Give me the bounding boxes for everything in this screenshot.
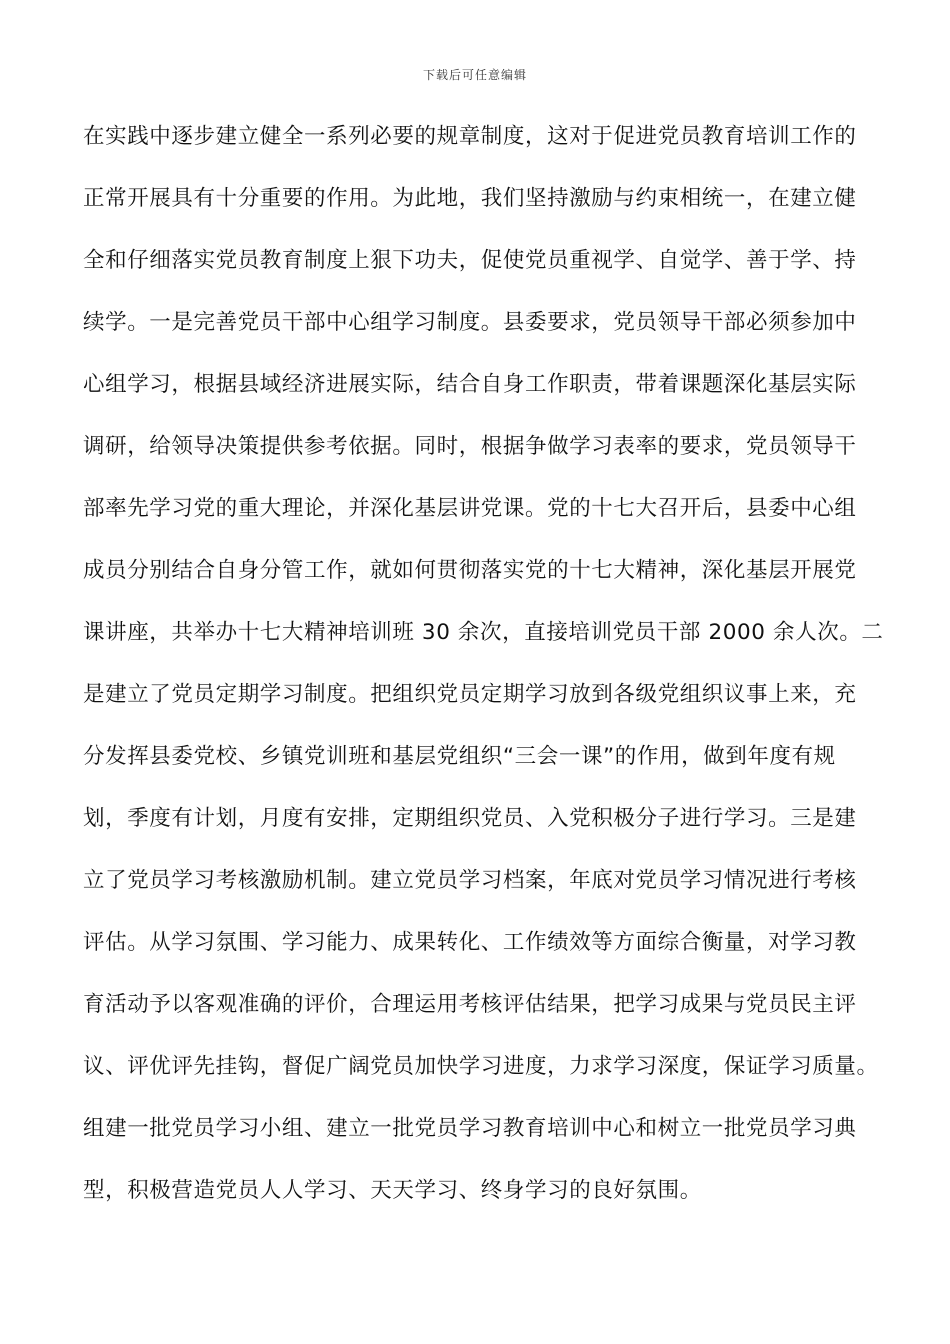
text-line: 课讲座，共举办十七大精神培训班 30 余次，直接培训党员干部 2000 余人次。二 bbox=[83, 620, 884, 645]
text-line: 划，季度有计划，月度有安排，定期组织党员、入党积极分子进行学习。三是建 bbox=[83, 806, 857, 831]
text-line: 型，积极营造党员人人学习、天天学习、终身学习的良好氛围。 bbox=[83, 1178, 702, 1203]
text-line: 在实践中逐步建立健全一系列必要的规章制度，这对于促进党员教育培训工作的 bbox=[83, 124, 857, 149]
text-line: 部率先学习党的重大理论，并深化基层讲党课。党的十七大召开后，县委中心组 bbox=[83, 496, 857, 521]
header-note: 下载后可任意编辑 bbox=[422, 68, 527, 82]
text-line: 议、评优评先挂钩，督促广阔党员加快学习进度，力求学习深度，保证学习质量。 bbox=[83, 1054, 879, 1079]
text-line: 立了党员学习考核激励机制。建立党员学习档案，年底对党员学习情况进行考核 bbox=[83, 868, 857, 893]
text-line: 成员分别结合自身分管工作，就如何贯彻落实党的十七大精神，深化基层开展党 bbox=[83, 558, 857, 583]
text-line: 分发挥县委党校、乡镇党训班和基层党组织“三会一课”的作用，做到年度有规 bbox=[83, 744, 836, 769]
text-line: 育活动予以客观准确的评价，合理运用考核评估结果，把学习成果与党员民主评 bbox=[83, 992, 857, 1017]
text-line: 续学。一是完善党员干部中心组学习制度。县委要求，党员领导干部必须参加中 bbox=[83, 310, 857, 335]
text-line: 评估。从学习氛围、学习能力、成果转化、工作绩效等方面综合衡量，对学习教 bbox=[83, 930, 857, 955]
text-line: 正常开展具有十分重要的作用。为此地，我们坚持激励与约束相统一，在建立健 bbox=[83, 186, 857, 211]
text-line: 组建一批党员学习小组、建立一批党员学习教育培训中心和树立一批党员学习典 bbox=[83, 1116, 857, 1141]
text-line: 调研，给领导决策提供参考依据。同时，根据争做学习表率的要求，党员领导干 bbox=[83, 434, 857, 459]
text-line: 全和仔细落实党员教育制度上狠下功夫，促使党员重视学、自觉学、善于学、持 bbox=[83, 248, 857, 273]
text-line: 是建立了党员定期学习制度。把组织党员定期学习放到各级党组织议事上来，充 bbox=[83, 682, 857, 707]
text-line: 心组学习，根据县域经济进展实际，结合自身工作职责，带着课题深化基层实际 bbox=[83, 372, 857, 397]
body-text bbox=[83, 117, 883, 1233]
